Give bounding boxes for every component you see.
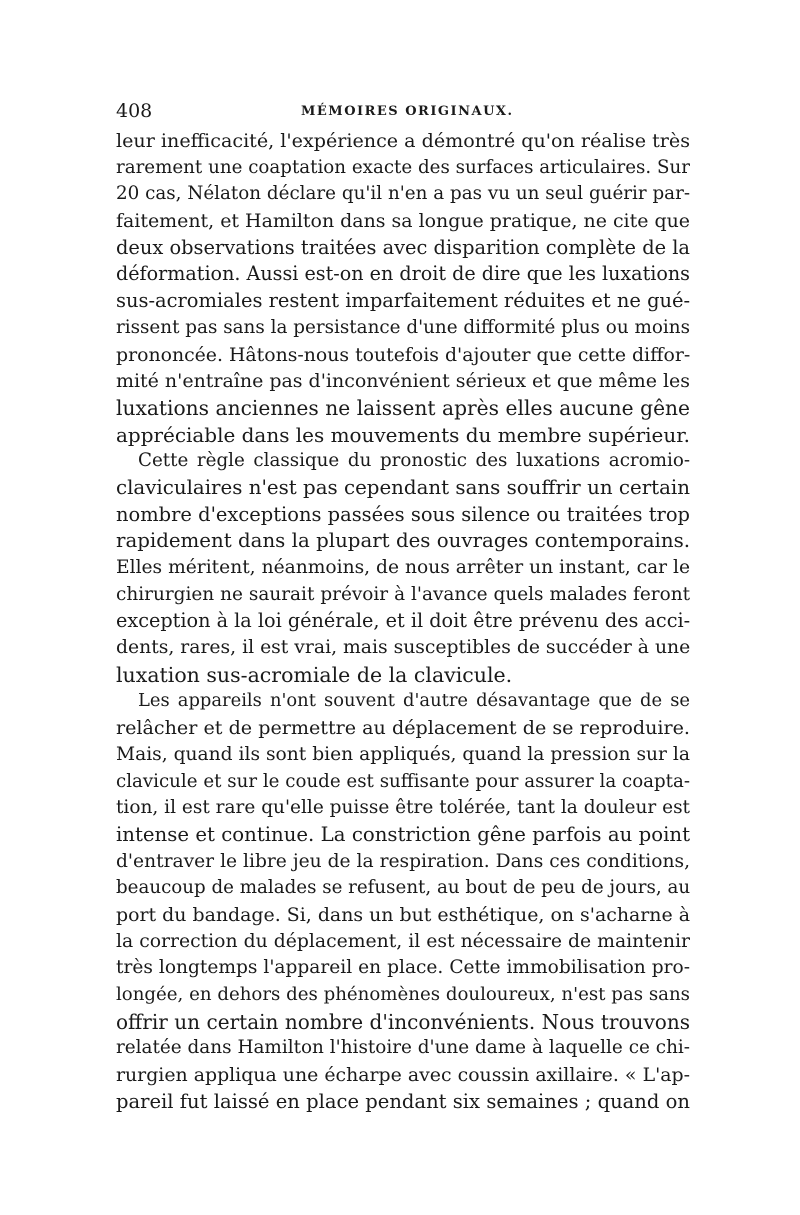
page-header: [116, 98, 690, 124]
text-line: Elles méritent, néanmoins, de nous arrêter un instant, car le: [116, 557, 690, 578]
text-line: exception à la loi générale, et il doit être prévenu des acci-: [116, 609, 691, 633]
text-line: déformation. Aussi est-on en droit de dire que les luxations: [116, 262, 690, 286]
text-line: luxations anciennes ne laissent après elles aucune gêne: [116, 395, 690, 420]
text-line: la correction du déplacement, il est nécessaire de maintenir: [116, 930, 690, 952]
text-line: relâcher et de permettre au déplacement de se reproduire.: [116, 716, 690, 740]
text-line: rurgien appliqua une écharpe avec coussin axillaire. « L'ap-: [116, 1064, 690, 1087]
text-line: prononcée. Hâtons-nous toutefois d'ajouter que cette diffor-: [116, 343, 691, 366]
text-line: offrir un certain nombre d'inconvénients. Nous trouvons: [116, 1009, 690, 1034]
text-line: claviculaires n'est pas cependant sans souffrir un certain: [116, 475, 690, 499]
text-line: luxation sus-acromiale de la clavicule.: [116, 662, 513, 687]
text-line: mité n'entraîne pas d'inconvénient sérieux et que même les: [116, 370, 691, 393]
text-line: rapidement dans la plupart des ouvrages contemporains.: [116, 529, 690, 553]
text-line: intense et continue. La constriction gêne parfois au point: [116, 822, 690, 846]
text-line: nombre d'exceptions passées sous silence ou traitées trop: [116, 502, 690, 526]
text-line: dents, rares, il est vrai, mais susceptibles de succéder à une: [116, 637, 691, 659]
text-line: très longtemps l'appareil en place. Cette immobilisation pro-: [116, 957, 690, 979]
text-line: leur inefficacité, l'expérience a démontré qu'on réalise très: [116, 129, 690, 152]
text-line: 20 cas, Nélaton déclare qu'il n'en a pas vu un seul guérir par-: [116, 183, 690, 205]
body-text: [116, 128, 690, 1115]
text-line: rissent pas sans la persistance d'une difformité plus ou moins: [116, 316, 690, 338]
page-number: 408: [116, 100, 153, 122]
text-line: clavicule et sur le coude est suffisante pour assurer la coapta-: [116, 770, 690, 792]
text-line: d'entraver le libre jeu de la respiration. Dans ces conditions,: [116, 850, 690, 872]
text-line: beaucoup de malades se refusent, au bout de peu de jours, au: [116, 877, 691, 899]
text-line: tion, il est rare qu'elle puisse être tolérée, tant la douleur est: [116, 797, 690, 819]
text-line: Cette règle classique du pronostic des luxations acromio-: [138, 450, 690, 472]
text-line: pareil fut laissé en place pendant six semaines ; quand on: [116, 1089, 690, 1113]
running-title: MÉMOIRES ORIGINAUX.: [301, 104, 514, 119]
text-line: port du bandage. Si, dans un but esthétique, on s'acharne à: [116, 903, 690, 926]
text-line: faitement, et Hamilton dans sa longue pratique, ne cite que: [116, 210, 690, 233]
text-line: rarement une coaptation exacte des surfaces articulaires. Sur: [116, 156, 690, 178]
text-line: Mais, quand ils sont bien appliqués, quand la pression sur la: [116, 743, 690, 765]
text-line: deux observations traitées avec disparition complète de la: [116, 235, 690, 259]
text-line: sus-acromiales restent imparfaitement réduites et ne gué-: [116, 289, 691, 313]
text-line: longée, en dehors des phénomènes douloureux, n'est pas sans: [116, 984, 690, 1005]
text-line: chirurgien ne saurait prévoir à l'avance quels malades feront: [116, 583, 690, 605]
text-line: Les appareils n'ont souvent d'autre désavantage que de se: [138, 690, 690, 712]
text-line: relatée dans Hamilton l'histoire d'une dame à laquelle ce chi-: [116, 1037, 690, 1059]
text-line: appréciable dans les mouvements du membre supérieur.: [116, 422, 690, 447]
